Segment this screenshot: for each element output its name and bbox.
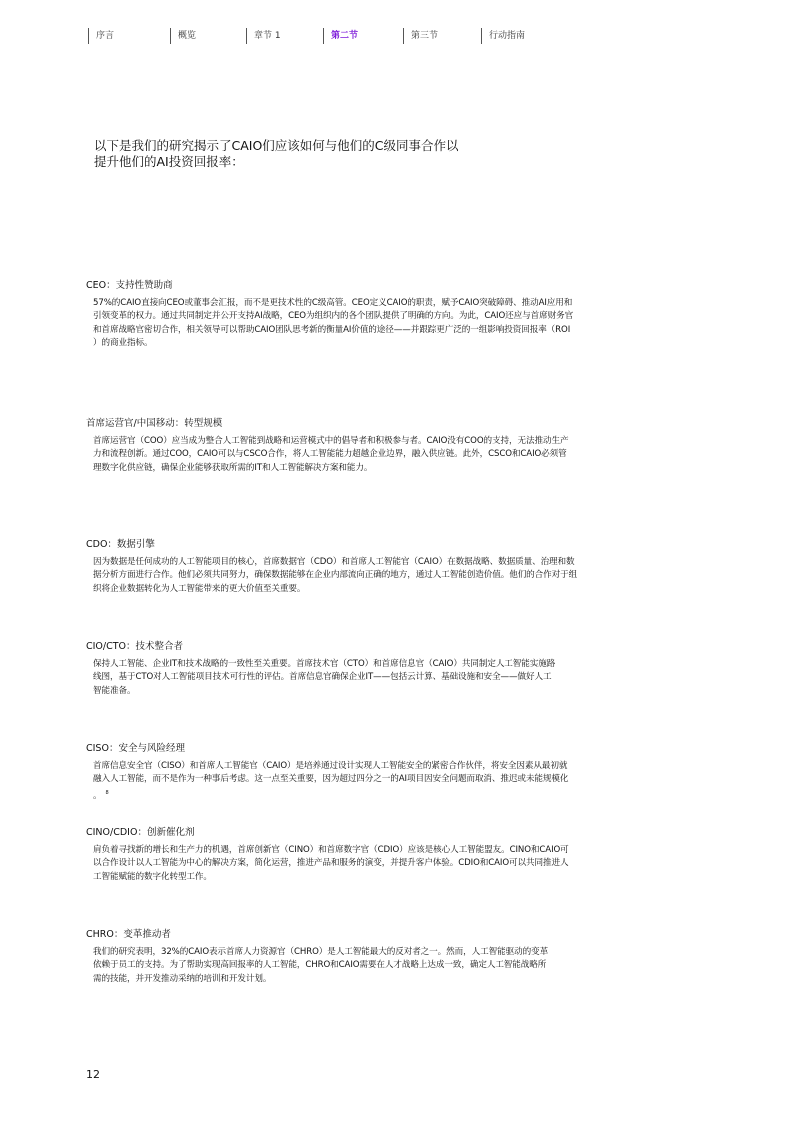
- body-line: 工智能赋能的数字化转型工作。: [93, 871, 212, 882]
- section-body-cdo: [93, 556, 713, 596]
- body-line: 和首席战略官密切合作，相关领导可以帮助CAIO团队思考新的衡量AI价值的途径——并跟踪更广泛的一组影响投资回报率（ROI: [93, 324, 571, 335]
- section-title-chro: CHRO：变革推动者: [86, 929, 171, 940]
- body-line: 理数字化供应链，确保企业能够获取所需的IT和人工智能解决方案和能力。: [93, 462, 373, 473]
- body-line: 我们的研究表明，32%的CAIO表示首席人力资源官（CHRO）是人工智能最大的反对者之一。然而，人工智能驱动的变革: [93, 947, 549, 957]
- section-body-chro: [93, 946, 713, 986]
- body-line: 织将企业数据转化为人工智能带来的更大价值至关重要。: [93, 583, 306, 594]
- intro-line: 以下是我们的研究揭示了CAIO们应该如何与他们的C级同事合作以: [94, 138, 459, 153]
- body-line: 线图，基于CTO对人工智能项目技术可行性的评估。首席信息官确保企业IT——包括云计算、基础设施和安全——做好人工: [93, 672, 552, 683]
- section-body-coo: [93, 435, 713, 475]
- nav-item-section-2[interactable]: 第二节: [323, 28, 358, 44]
- section-body-ciso: [93, 760, 713, 803]
- body-line: 引领变革的权力。通过共同制定并公开支持AI战略，CEO为组织内的各个团队提供了明确的方向。为此，CAIO还应与首席财务官: [93, 311, 574, 322]
- section-title-ciso: CISO：安全与风险经理: [86, 743, 185, 754]
- body-line: 依赖于员工的支持。为了帮助实现高回报率的人工智能，CHRO和CAIO需要在人才战略上达成一致，确定人工智能战略所: [93, 960, 547, 971]
- top-navigation: [0, 28, 794, 46]
- section-title-cino-cdio: CINO/CDIO：创新催化剂: [86, 827, 195, 838]
- body-line: 融入人工智能，而不是作为一种事后考虑。这一点至关重要，因为超过四分之一的AI项目因安全问题而取消、推迟或未能规模化: [93, 774, 569, 785]
- body-line: 57%的CAIO直接向CEO或董事会汇报，而不是更技术性的C级高管。CEO定义CAIO的职责，赋予CAIO突破障碍、推动AI应用和: [93, 298, 573, 308]
- page-number: 12: [86, 1068, 100, 1081]
- body-line: 需的技能，并开发推动采纳的培训和开发计划。: [93, 973, 272, 984]
- body-line: 首席信息安全官（CISO）和首席人工智能官（CAIO）是培养通过设计实现人工智能安全的紧密合作伙伴，将安全因素从最初就: [93, 761, 568, 771]
- body-line: 智能准备。: [93, 685, 136, 696]
- body-line: 力和流程创新。通过COO，CAIO可以与CSCO合作，将人工智能能力超越企业边界，融入供应链。此外，CSCO和CAIO必须管: [93, 449, 567, 460]
- section-title-ceo: CEO：支持性赞助商: [86, 280, 173, 291]
- section-title-cdo: CDO：数据引擎: [86, 539, 155, 550]
- section-title-cio-cto: CIO/CTO：技术整合者: [86, 641, 184, 652]
- body-line: [93, 787, 713, 803]
- section-body-cio-cto: [93, 658, 713, 698]
- section-title-coo: 首席运营官/中国移动：转型规模: [86, 418, 223, 429]
- nav-item-preface[interactable]: 序言: [88, 28, 114, 44]
- section-body-ceo: [93, 297, 713, 350]
- body-line-text: 。: [93, 790, 102, 801]
- nav-item-action-guide[interactable]: 行动指南: [481, 28, 525, 44]
- body-line: 保持人工智能、企业IT和技术战略的一致性至关重要。首席技术官（CTO）和首席信息官（CAIO）共同制定人工智能实施路: [93, 659, 556, 669]
- body-line: 首席运营官（COO）应当成为整合人工智能到战略和运营模式中的倡导者和积极参与者。CAIO没有COO的支持，无法推动生产: [93, 436, 569, 446]
- body-line: 因为数据是任何成功的人工智能项目的核心，首席数据官（CDO）和首席人工智能官（CAIO）在数据战略、数据质量、治理和数: [93, 557, 575, 567]
- nav-item-chapter-1[interactable]: 章节 1: [246, 28, 281, 44]
- nav-item-overview[interactable]: 概览: [170, 28, 196, 44]
- nav-item-section-3[interactable]: 第三节: [403, 28, 438, 44]
- section-body-cino-cdio: [93, 844, 713, 884]
- intro-heading: [94, 138, 514, 170]
- body-line: 据分析方面进行合作。他们必须共同努力，确保数据能够在企业内部流向正确的地方，通过人工智能创造价值。他们的合作对于组: [93, 570, 578, 581]
- intro-line: 提升他们的AI投资回报率：: [94, 154, 244, 169]
- footnote-reference[interactable]: 8: [105, 789, 109, 796]
- body-line: 以合作设计以人工智能为中心的解决方案，简化运营，推进产品和服务的演变，并提升客户体验。CDIO和CAIO可以共同推进人: [93, 858, 569, 869]
- body-line: 肩负着寻找新的增长和生产力的机遇，首席创新官（CINO）和首席数字官（CDIO）应该是核心人工智能盟友。CINO和CAIO可: [93, 845, 569, 855]
- body-line: ）的商业指标。: [93, 337, 153, 348]
